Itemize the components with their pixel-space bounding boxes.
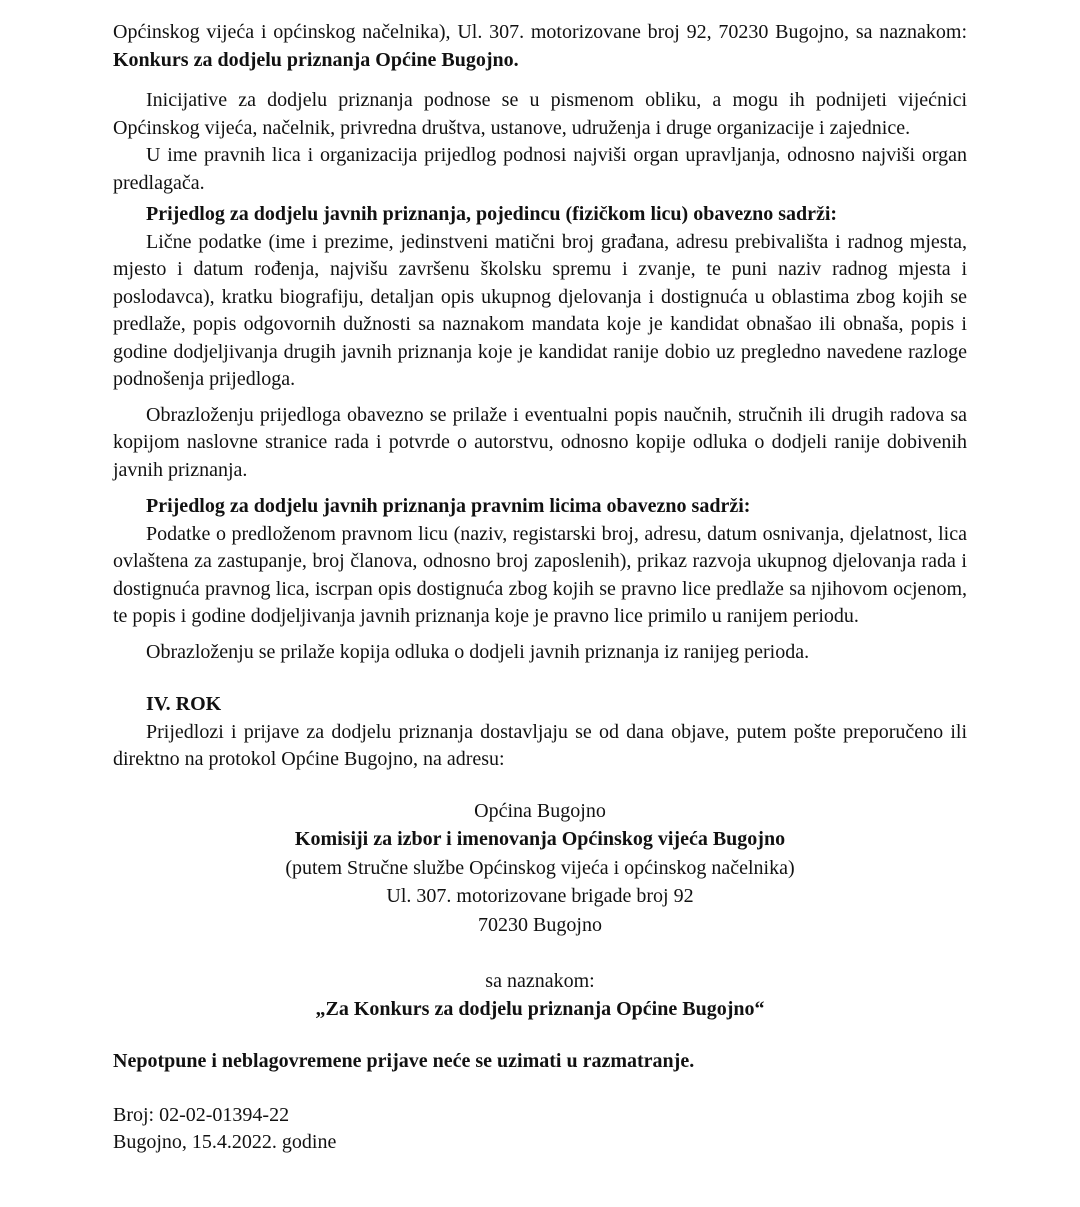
address-block	[113, 797, 967, 940]
address-komisija: Komisiji za izbor i imenovanja Općinskog vijeća Bugojno	[294, 828, 786, 850]
continuation-paragraph-bold-text: Konkurs za dodjelu priznanja Općine Bugojno.	[113, 48, 519, 71]
heading-prijedlog-pravna-lica: Prijedlog za dodjelu javnih priznanja pravnim licima obavezno sadrži:	[146, 495, 751, 517]
address-postanski-broj: 70230 Bugojno	[478, 913, 602, 936]
warning-statement: Nepotpune i neblagovremene prijave neće se uzimati u razmatranje.	[113, 1050, 695, 1072]
paragraph-inicijative: Inicijative za dodjelu priznanja podnose se u pismenom obliku, a mogu ih podnijeti vijećnici Općinskog vijeća, načelnik, privredna društva, ustanove, udruženja i druge organizacije i zajednice.	[113, 89, 967, 139]
document-number: Broj: 02-02-01394-22	[113, 1103, 290, 1126]
paragraph-obrazlozenje-pravno: Obrazloženju se prilaže kopija odluka o dodjeli javnih priznanja iz ranijeg perioda.	[146, 640, 810, 663]
paragraph-rok: Prijedlozi i prijave za dodjelu priznanja dostavljaju se od dana objave, putem pošte preporučeno ili direktno na protokol Općine Bugojno, na adresu:	[113, 720, 967, 770]
heading-rok: IV. ROK	[146, 693, 222, 715]
continuation-paragraph	[113, 19, 967, 74]
naznaka-quote: „Za Konkurs za dodjelu priznanja Općine Bugojno“	[315, 997, 765, 1020]
sa-naznakom-label: sa naznakom:	[485, 970, 595, 992]
address-strucna-sluzba: (putem Stručne službe Općinskog vijeća i općinskog načelnika)	[285, 856, 795, 879]
address-ulica: Ul. 307. motorizovane brigade broj 92	[386, 885, 694, 907]
place-and-date: Bugojno, 15.4.2022. godine	[113, 1131, 337, 1153]
paragraph-licni-podaci: Lične podatke (ime i prezime, jedinstveni matični broj građana, adresu prebivališta i radnog mjesta, mjesto i datum rođenja, najvišu završenu školsku spremu i zvanje, te puni naziv radnog mjesta i poslodavca), kratku biografiju, detaljan opis ukupnog djelovanja i dostignuća u oblastima zbog kojih se predlaže, popis odgovornih dužnosti sa naznakom mandata koje je kandidat obnašao ili obnaša, popis i godine dodjeljivanja drugih javnih priznanja koje je kandidat ranije dobio uz pregledno navedene razloge podnošenja prijedloga.	[113, 230, 967, 390]
continuation-paragraph-normal-text: Općinskog vijeća i općinskog načelnika), Ul. 307. motorizovane broj 92, 70230 Bugojno, sa naznakom:	[113, 21, 967, 43]
document-content	[113, 19, 967, 1157]
paragraph-u-ime: U ime pravnih lica i organizacija prijedlog podnosi najviši organ upravljanja, odnosno najviši organ predlagača.	[113, 144, 967, 194]
paragraph-obrazlozenje-pojedinac: Obrazloženju prijedloga obavezno se prilaže i eventualni popis naučnih, stručnih ili drugih radova sa kopijom naslovne stranice rada i potvrde o autorstvu, odnosno kopije odluka o dodjeli ranije dobivenih javnih priznanja.	[113, 403, 967, 481]
paragraph-podaci-pravno-lice: Podatke o predloženom pravnom licu (naziv, registarski broj, adresu, datum osnivanja, djelatnost, lica ovlaštena za zastupanje, broj članova, odnosno broj zaposlenih), prikaz razvoja ukupnog djelovanja rada i dostignuća pravnog lica, iscrpan opis dostignuća zbog kojih se pravno lice predlaže sa njihovom ocjenom, te popis i godine dodjeljivanja javnih priznanja koje je pravno lice primilo u ranijem periodu.	[113, 522, 967, 627]
address-opcina: Općina Bugojno	[474, 799, 606, 822]
heading-prijedlog-pojedinac: Prijedlog za dodjelu javnih priznanja, pojedincu (fizičkom licu) obavezno sadrži:	[146, 203, 838, 225]
